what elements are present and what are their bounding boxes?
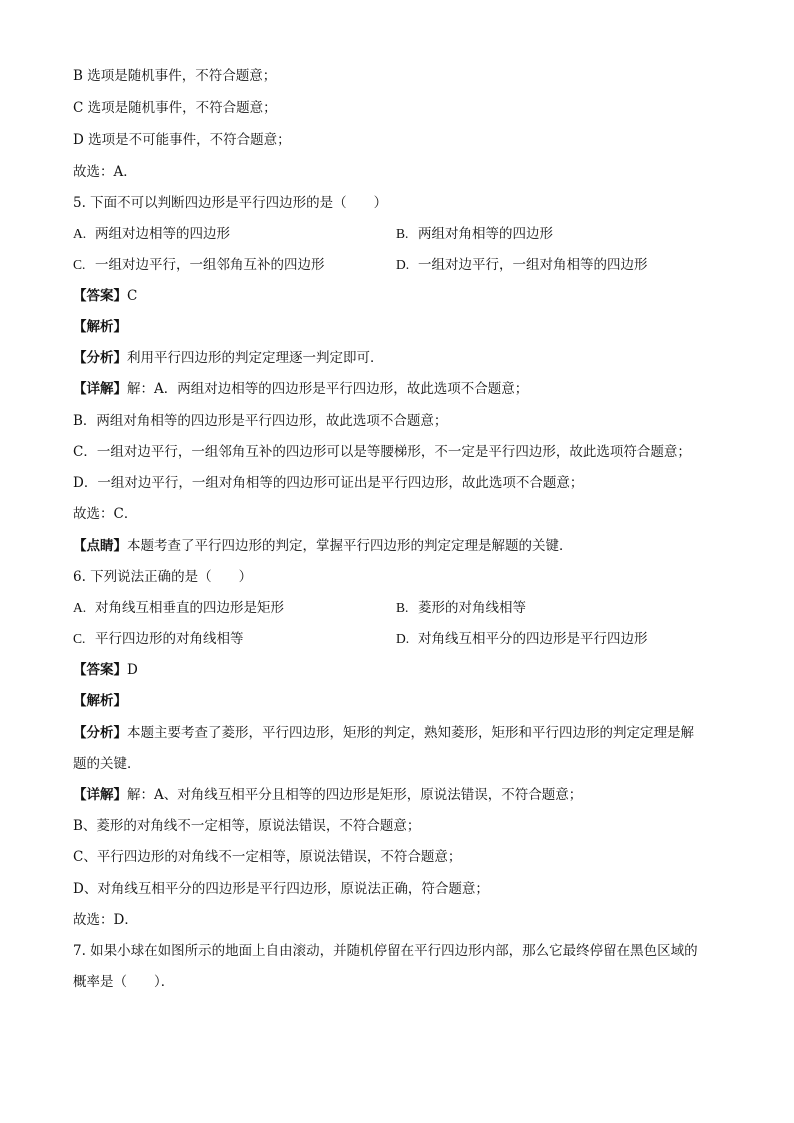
option-letter: B. bbox=[396, 600, 409, 615]
question-7-continued: 概率是（ ）． bbox=[73, 974, 175, 990]
option-text: 一组对边平行，一组对角相等的四边形 bbox=[418, 257, 648, 273]
q5-explain-b: B．两组对角相等的四边形是平行四边形，故此选项不合题意； bbox=[73, 413, 448, 429]
analysis-tag: 【 解析 】 bbox=[73, 319, 127, 335]
option-text: 对角线互相平分的四边形是平行四边形 bbox=[418, 631, 648, 647]
fenxi-tag: 【 分析 】 bbox=[73, 350, 127, 366]
xiangjie-text: 解：A、对角线互相平分且相等的四边形是矩形，原说法错误，不符合题意； bbox=[127, 787, 583, 803]
q6-answer bbox=[73, 661, 733, 679]
dianjing-text: 本题考查了平行四边形的判定，掌握平行四边形的判定定理是解题的关键． bbox=[127, 538, 573, 554]
q5-xiangjie bbox=[73, 380, 733, 398]
option-text: 两组对角相等的四边形 bbox=[418, 226, 553, 242]
q5-option-d bbox=[396, 256, 648, 274]
q5-dianjing bbox=[73, 537, 733, 555]
q6-fenxi bbox=[73, 724, 733, 742]
text-line-choice: 故选：A． bbox=[73, 164, 137, 180]
option-letter: C. bbox=[73, 631, 86, 646]
option-text: 一组对边平行，一组邻角互补的四边形 bbox=[95, 257, 325, 273]
q6-explain-b: B、菱形的对角线不一定相等，原说法错误，不符合题意； bbox=[73, 818, 421, 834]
q5-option-b bbox=[396, 225, 553, 243]
xiangjie-text: 解：A．两组对边相等的四边形是平行四边形，故此选项不合题意； bbox=[127, 381, 529, 397]
fenxi-text: 本题主要考查了菱形，平行四边形，矩形的判定，熟知菱形，矩形和平行四边形的判定定理是解 bbox=[127, 725, 694, 741]
q6-analysis-heading bbox=[73, 692, 733, 710]
option-letter: C. bbox=[73, 257, 86, 272]
q6-option-a bbox=[73, 599, 284, 617]
option-letter: D. bbox=[396, 631, 410, 646]
option-letter: B. bbox=[396, 226, 409, 241]
option-text: 对角线互相垂直的四边形是矩形 bbox=[95, 600, 284, 616]
question-7: 7. 如果小球在如图所示的地面上自由滚动，并随机停留在平行四边形内部，那么它最终停留在黑色区域的 bbox=[73, 943, 698, 959]
option-letter: A. bbox=[73, 226, 87, 241]
q5-options-row-1 bbox=[73, 225, 733, 243]
q5-options-row-2 bbox=[73, 256, 733, 274]
option-letter: D. bbox=[396, 257, 410, 272]
q6-explain-c: C、平行四边形的对角线不一定相等，原说法错误，不符合题意； bbox=[73, 849, 462, 865]
option-letter: A. bbox=[73, 600, 87, 615]
q5-fenxi bbox=[73, 349, 733, 367]
q6-choice: 故选：D． bbox=[73, 912, 138, 928]
q5-option-a bbox=[73, 225, 230, 243]
q5-answer bbox=[73, 287, 733, 305]
text-line-b-option: B 选项是随机事件，不符合题意； bbox=[73, 68, 277, 84]
q6-fenxi-continued: 题的关键． bbox=[73, 756, 141, 772]
answer-value: D bbox=[127, 662, 138, 678]
answer-tag: 【 答案 】 bbox=[73, 662, 127, 678]
q5-explain-d: D．一组对边平行，一组对角相等的四边形可证出是平行四边形，故此选项不合题意； bbox=[73, 475, 584, 491]
option-text: 两组对边相等的四边形 bbox=[95, 226, 230, 242]
q6-options-row-2 bbox=[73, 630, 733, 648]
xiangjie-tag: 【 详解 】 bbox=[73, 381, 127, 397]
q5-explain-c: C．一组对边平行，一组邻角互补的四边形可以是等腰梯形，不一定是平行四边形，故此选项符合题意； bbox=[73, 444, 691, 460]
xiangjie-tag: 【 详解 】 bbox=[73, 787, 127, 803]
q6-option-d bbox=[396, 630, 648, 648]
q6-options-row-1 bbox=[73, 599, 733, 617]
option-text: 平行四边形的对角线相等 bbox=[95, 631, 244, 647]
question-6: 6. 下列说法正确的是（ ） bbox=[73, 569, 253, 585]
fenxi-text: 利用平行四边形的判定定理逐一判定即可． bbox=[127, 350, 384, 366]
fenxi-tag: 【 分析 】 bbox=[73, 725, 127, 741]
q5-analysis-heading bbox=[73, 318, 733, 336]
option-text: 菱形的对角线相等 bbox=[418, 600, 526, 616]
q5-choice: 故选：C． bbox=[73, 506, 138, 522]
dianjing-tag: 【 点睛 】 bbox=[73, 538, 127, 554]
text-line-c-option: C 选项是随机事件，不符合题意； bbox=[73, 100, 277, 116]
answer-tag: 【 答案 】 bbox=[73, 288, 127, 304]
question-5: 5. 下面不可以判断四边形是平行四边形的是（ ） bbox=[73, 195, 388, 211]
q6-xiangjie bbox=[73, 786, 733, 804]
text-line-d-option: D 选项是不可能事件，不符合题意； bbox=[73, 132, 291, 148]
answer-value: C bbox=[127, 288, 138, 304]
q6-option-b bbox=[396, 599, 526, 617]
q5-option-c bbox=[73, 256, 325, 274]
q6-option-c bbox=[73, 630, 244, 648]
q6-explain-d: D、对角线互相平分的四边形是平行四边形，原说法正确，符合题意； bbox=[73, 881, 489, 897]
analysis-tag: 【 解析 】 bbox=[73, 693, 127, 709]
